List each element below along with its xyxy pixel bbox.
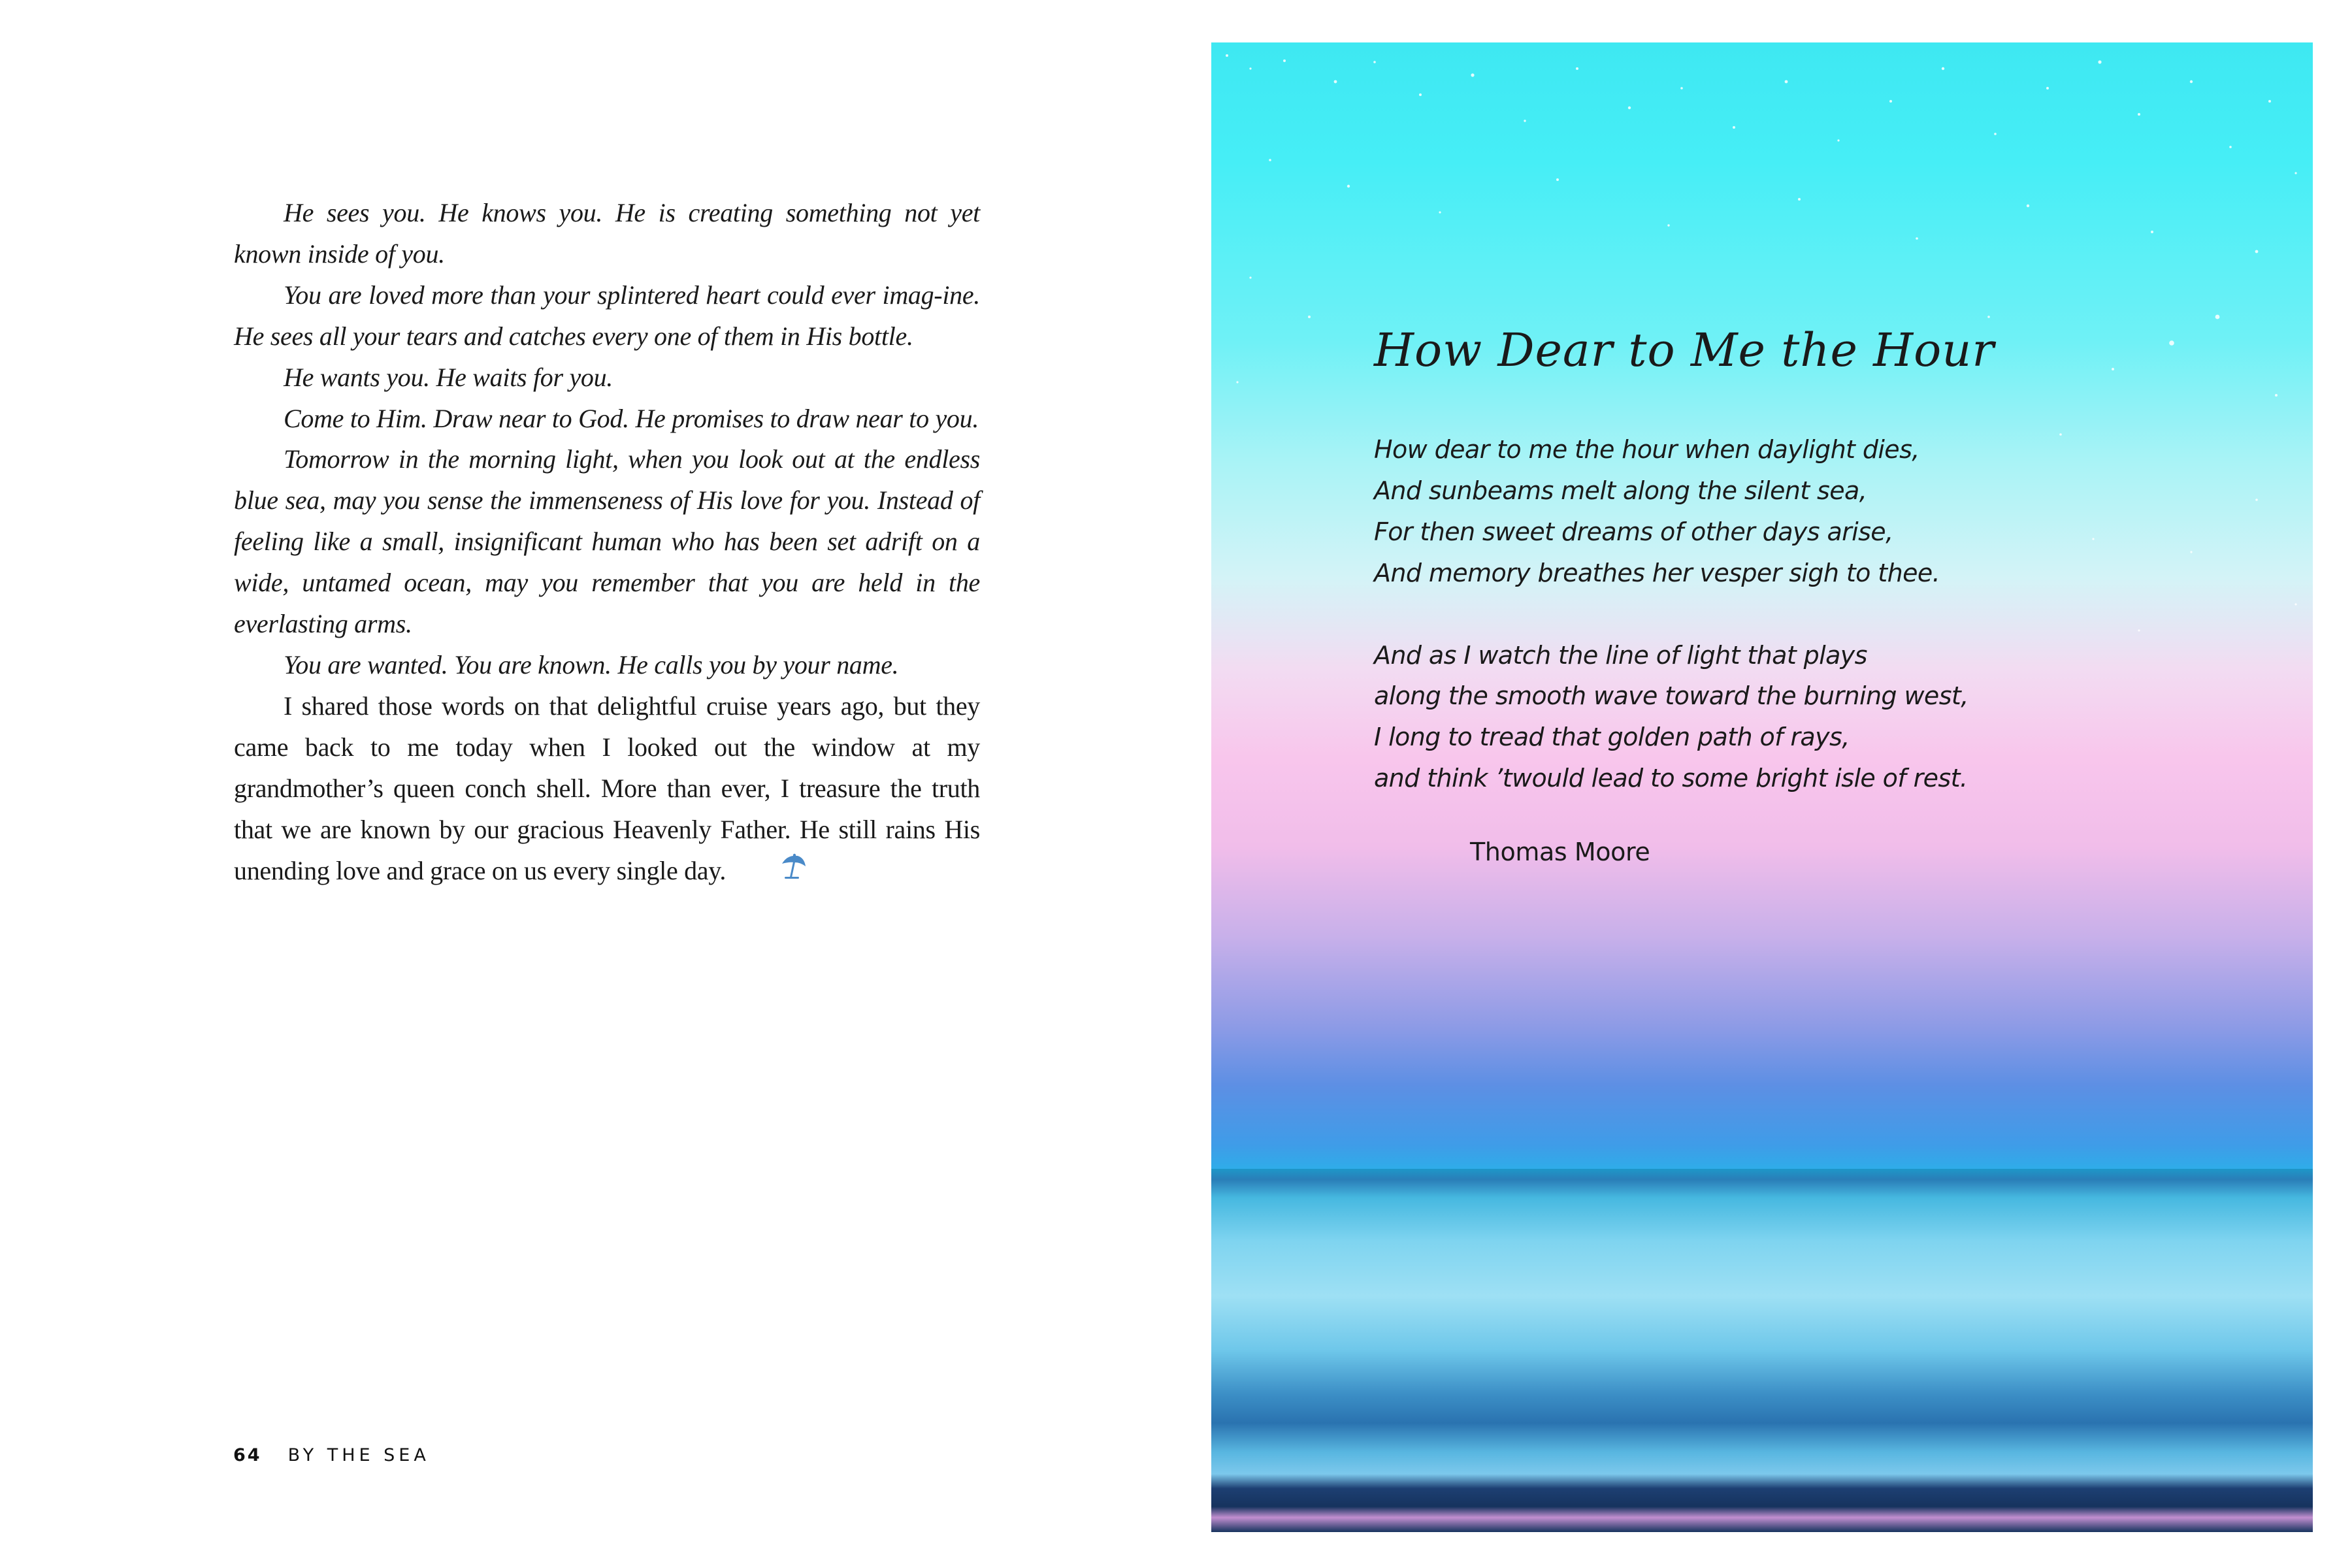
poem-title: How Dear to Me the Hour: [1374, 323, 1995, 377]
paragraph: He wants you. He waits for you.: [284, 362, 613, 392]
paragraph: Come to Him. Draw near to God. He promises to draw near to you.: [284, 403, 979, 433]
paragraph: You are wanted. You are known. He calls you by your name.: [284, 649, 899, 679]
poem-line: I long to tread that golden path of rays,: [1374, 723, 1850, 752]
page-number: 64: [233, 1445, 262, 1465]
sea-and-shore: [1211, 1169, 2313, 1532]
stanza: [1374, 429, 1968, 594]
ocean-photo: [1211, 42, 2313, 1532]
paragraph: Tomorrow in the morning light, when you look out at the endless blue sea, may you sense the immenseness of His love for you. Instead of feeling like a small, insignificant human who has been set adrift on a wide, untamed ocean, may you remember that you are held in the everlasting arms.: [234, 444, 980, 639]
paragraph: He sees you. He knows you. He is creating something not yet known inside of you.: [234, 198, 980, 269]
paragraph: You are loved more than your splintered heart could ever imag-ine. He sees all your tears and catches every one of them in His bottle.: [234, 280, 980, 351]
poem-line: How dear to me the hour when daylight dies,: [1374, 435, 1919, 464]
poem-line: along the smooth wave toward the burning west,: [1374, 681, 1968, 711]
poem-body: [1374, 429, 1968, 840]
paragraph-text: I shared those words on that delightful cruise years ago, but they came back to me today when I looked out the window at my grandmother’s queen conch shell. More than ever, I treasure the truth that we are known by our gracious Heavenly Father. He still rains His unending love and grace on us every single day.: [234, 691, 980, 885]
poem-line: For then sweet dreams of other days arise,: [1374, 517, 1893, 546]
poem-line: And memory breathes her vesper sigh to thee.: [1374, 558, 1940, 587]
poem-line: And sunbeams melt along the silent sea,: [1374, 476, 1867, 505]
body-text: [234, 193, 980, 891]
page-footer: [233, 1445, 430, 1465]
stanza: [1374, 635, 1968, 800]
beach-umbrella-icon: [728, 852, 757, 881]
poem-line: and think ’twould lead to some bright isle of rest.: [1374, 764, 1968, 793]
closing-paragraph: [234, 686, 980, 892]
poem-line: And as I watch the line of light that plays: [1374, 640, 1867, 670]
poem-author: Thomas Moore: [1470, 838, 1650, 866]
running-head: BY THE SEA: [287, 1445, 430, 1465]
